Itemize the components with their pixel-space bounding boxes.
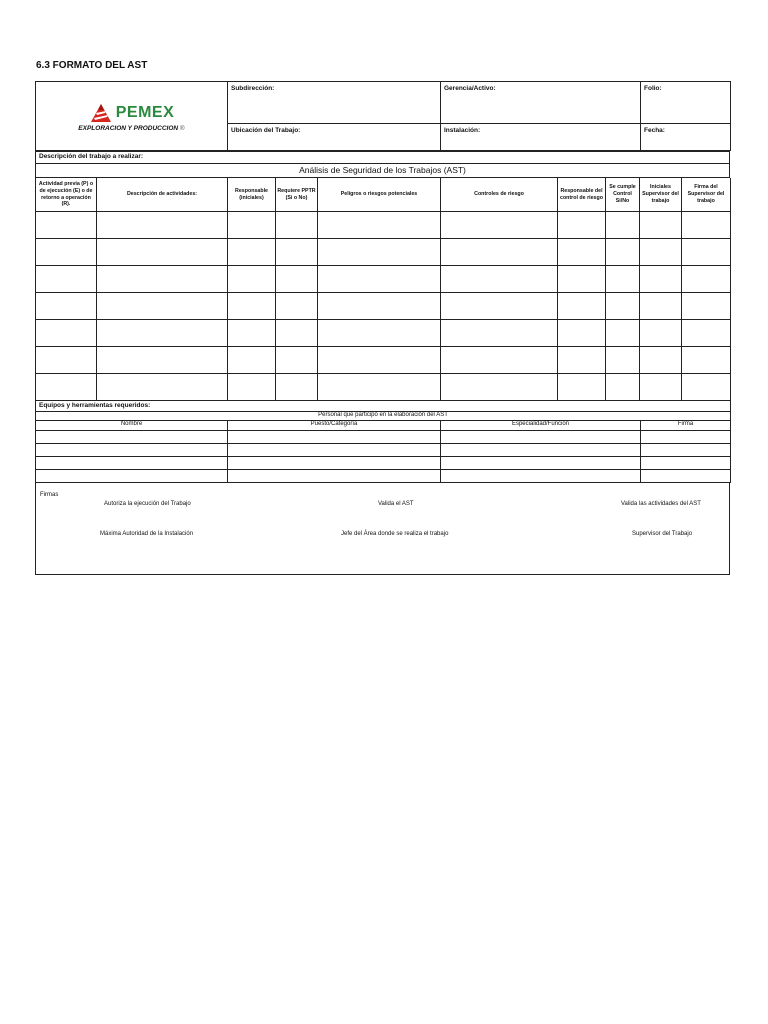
- table-cell[interactable]: [641, 457, 731, 470]
- table-cell[interactable]: [276, 266, 318, 293]
- col-responsable-control: Responsable del control de riesgo: [558, 178, 606, 212]
- table-cell[interactable]: [606, 320, 640, 347]
- table-cell[interactable]: [318, 293, 441, 320]
- col-firma: Firma del Supervisor del trabajo: [682, 178, 731, 212]
- table-cell[interactable]: [228, 239, 276, 266]
- logo-brand: PEMEX: [115, 104, 175, 121]
- table-cell[interactable]: [682, 239, 731, 266]
- description-label: Descripción del trabajo a realizar:: [39, 153, 144, 160]
- table-cell[interactable]: [558, 239, 606, 266]
- table-cell[interactable]: [276, 239, 318, 266]
- table-cell[interactable]: [640, 374, 682, 401]
- table-cell[interactable]: [36, 347, 97, 374]
- table-cell[interactable]: [606, 293, 640, 320]
- table-cell[interactable]: [606, 347, 640, 374]
- personal-header-row: [36, 421, 731, 431]
- col-controles: Controles de riesgo: [441, 178, 558, 212]
- role-valida-ast: Valida el AST: [378, 501, 414, 507]
- col-nombre: Nombre: [36, 421, 228, 431]
- table-cell[interactable]: [228, 320, 276, 347]
- col-puesto: Puesto/Categoría: [228, 421, 441, 431]
- logo-cell: [36, 82, 228, 151]
- table-cell[interactable]: [441, 470, 641, 483]
- subdireccion-field[interactable]: [228, 82, 441, 124]
- table-cell[interactable]: [228, 444, 441, 457]
- table-cell[interactable]: [36, 266, 97, 293]
- table-cell[interactable]: [228, 431, 441, 444]
- table-cell[interactable]: [36, 239, 97, 266]
- table-cell[interactable]: [441, 444, 641, 457]
- header-table: [35, 81, 731, 151]
- table-row: [36, 239, 731, 266]
- table-cell[interactable]: [682, 347, 731, 374]
- table-cell[interactable]: [558, 212, 606, 239]
- table-cell[interactable]: [441, 431, 641, 444]
- table-cell[interactable]: [276, 347, 318, 374]
- col-pptr: Requiere PPTR (Si o No): [276, 178, 318, 212]
- description-table: [35, 151, 730, 178]
- table-cell[interactable]: [36, 293, 97, 320]
- personal-title: Personal que participó en la elaboración del AST: [36, 412, 731, 421]
- table-cell[interactable]: [97, 320, 228, 347]
- table-cell[interactable]: [228, 266, 276, 293]
- table-cell[interactable]: [682, 212, 731, 239]
- eagle-icon: [89, 102, 113, 124]
- title-jefe-area: Jefe del Área donde se realiza el trabajo: [341, 531, 449, 537]
- ast-form: [35, 81, 730, 575]
- table-cell[interactable]: [36, 431, 228, 444]
- table-cell[interactable]: [441, 212, 558, 239]
- title-supervisor: Supervisor del Trabajo: [632, 531, 693, 537]
- col-descripcion: Descripción de actividades:: [97, 178, 228, 212]
- folio-field[interactable]: [641, 82, 731, 124]
- table-row: [36, 266, 731, 293]
- table-cell[interactable]: [228, 212, 276, 239]
- table-cell[interactable]: [441, 293, 558, 320]
- table-cell[interactable]: [606, 374, 640, 401]
- activities-table: [35, 178, 731, 401]
- table-cell[interactable]: [228, 347, 276, 374]
- table-cell[interactable]: [558, 347, 606, 374]
- table-cell[interactable]: [441, 347, 558, 374]
- gerencia-field[interactable]: [441, 82, 641, 124]
- table-cell[interactable]: [228, 457, 441, 470]
- table-cell[interactable]: [97, 374, 228, 401]
- activities-header-row: [36, 178, 731, 212]
- table-cell[interactable]: [36, 374, 97, 401]
- list-item: [36, 457, 731, 470]
- pemex-logo: [78, 102, 184, 132]
- table-cell[interactable]: [640, 320, 682, 347]
- gerencia-label: Gerencia/Activo:: [444, 85, 496, 92]
- table-cell[interactable]: [228, 293, 276, 320]
- equipment-field[interactable]: [36, 401, 731, 412]
- table-cell[interactable]: [228, 470, 441, 483]
- firmas-section: [35, 483, 730, 575]
- table-cell[interactable]: [318, 374, 441, 401]
- list-item: [36, 444, 731, 457]
- section-title: 6.3 FORMATO DEL AST: [36, 60, 148, 71]
- table-cell[interactable]: [276, 293, 318, 320]
- role-valida-actividades: Valida las actividades del AST: [621, 501, 701, 507]
- table-cell[interactable]: [640, 347, 682, 374]
- table-cell[interactable]: [682, 293, 731, 320]
- table-cell[interactable]: [36, 320, 97, 347]
- ast-title: Análisis de Seguridad de los Trabajos (AST): [36, 164, 730, 178]
- folio-label: Folio:: [644, 85, 662, 92]
- table-cell[interactable]: [97, 239, 228, 266]
- role-autoriza: Autoriza la ejecución del Trabajo: [104, 501, 191, 507]
- table-cell[interactable]: [276, 374, 318, 401]
- table-cell[interactable]: [318, 266, 441, 293]
- list-item: [36, 470, 731, 483]
- table-cell[interactable]: [682, 374, 731, 401]
- table-cell[interactable]: [641, 444, 731, 457]
- table-cell[interactable]: [441, 239, 558, 266]
- table-cell[interactable]: [441, 266, 558, 293]
- table-cell[interactable]: [36, 444, 228, 457]
- table-cell[interactable]: [97, 347, 228, 374]
- fecha-label: Fecha:: [644, 127, 665, 135]
- table-cell[interactable]: [228, 374, 276, 401]
- col-responsable: Responsable (iniciales): [228, 178, 276, 212]
- table-cell[interactable]: [318, 212, 441, 239]
- description-field[interactable]: [36, 152, 730, 164]
- table-row: [36, 212, 731, 239]
- ubicacion-field[interactable]: [228, 124, 441, 151]
- table-cell[interactable]: [640, 239, 682, 266]
- table-cell[interactable]: [97, 293, 228, 320]
- table-cell[interactable]: [441, 457, 641, 470]
- table-cell[interactable]: [640, 293, 682, 320]
- logo-subtitle: [78, 125, 184, 132]
- table-cell[interactable]: [641, 470, 731, 483]
- table-cell[interactable]: [641, 431, 731, 444]
- fecha-field[interactable]: [641, 124, 731, 151]
- table-cell[interactable]: [36, 470, 228, 483]
- table-cell[interactable]: [97, 266, 228, 293]
- table-cell[interactable]: [606, 212, 640, 239]
- table-cell[interactable]: [276, 212, 318, 239]
- logo-subtitle-text: EXPLORACION Y PRODUCCION: [78, 125, 179, 132]
- table-cell[interactable]: [558, 320, 606, 347]
- table-cell[interactable]: [606, 266, 640, 293]
- table-cell[interactable]: [606, 239, 640, 266]
- table-row: [36, 293, 731, 320]
- table-cell[interactable]: [318, 239, 441, 266]
- instalacion-field[interactable]: [441, 124, 641, 151]
- table-cell[interactable]: [640, 266, 682, 293]
- table-cell[interactable]: [682, 320, 731, 347]
- table-cell[interactable]: [36, 212, 97, 239]
- registered-mark: ®: [179, 125, 185, 132]
- table-cell[interactable]: [441, 374, 558, 401]
- table-cell[interactable]: [97, 212, 228, 239]
- instalacion-label: Instalación:: [444, 127, 481, 135]
- table-cell[interactable]: [318, 320, 441, 347]
- personal-table: [35, 401, 731, 483]
- ubicacion-label: Ubicación del Trabajo:: [231, 127, 301, 135]
- table-cell[interactable]: [640, 212, 682, 239]
- table-cell[interactable]: [318, 347, 441, 374]
- table-row: [36, 320, 731, 347]
- table-cell[interactable]: [36, 457, 228, 470]
- table-cell[interactable]: [558, 266, 606, 293]
- table-cell[interactable]: [558, 374, 606, 401]
- title-maxima-autoridad: Máxima Autoridad de la Instalación: [100, 531, 194, 537]
- col-especialidad: Especialidad/Función: [441, 421, 641, 431]
- col-iniciales: Iniciales Supervisor del trabajo: [640, 178, 682, 212]
- table-cell[interactable]: [558, 293, 606, 320]
- equipment-label: Equipos y herramientas requeridos:: [39, 402, 151, 409]
- table-cell[interactable]: [682, 266, 731, 293]
- col-firma-personal: Firma: [641, 421, 731, 431]
- subdireccion-label: Subdirección:: [231, 85, 275, 92]
- table-cell[interactable]: [276, 320, 318, 347]
- table-cell[interactable]: [441, 320, 558, 347]
- col-actividad: Actividad previa (P) o de ejecución (E) o de retorno a operación (R).: [36, 178, 97, 212]
- col-peligros: Peligros o riesgos potenciales: [318, 178, 441, 212]
- col-cumple: Se cumple Control Si/No: [606, 178, 640, 212]
- list-item: [36, 431, 731, 444]
- table-row: [36, 347, 731, 374]
- table-row: [36, 374, 731, 401]
- firmas-label: Firmas: [40, 492, 59, 498]
